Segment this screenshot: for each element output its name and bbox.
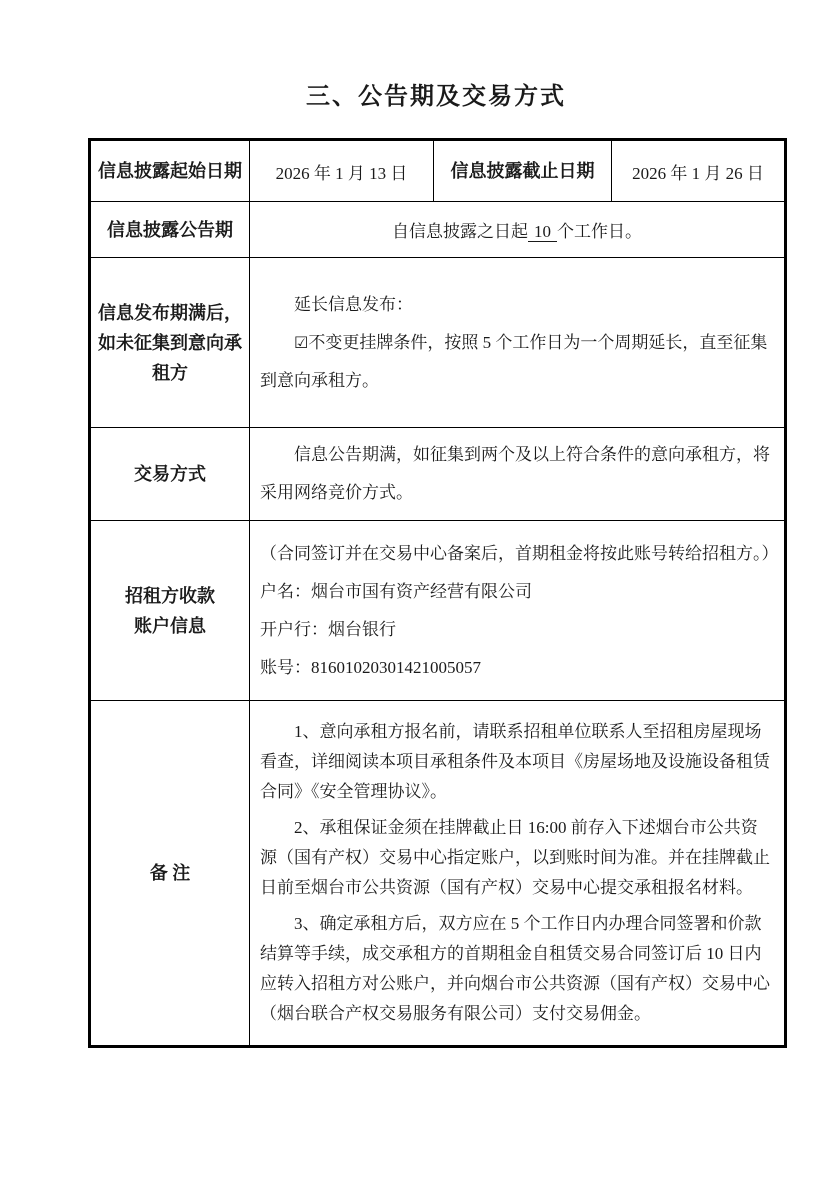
announcement-period-suffix: 个工作日。 — [557, 222, 642, 241]
disclosure-start-label: 信息披露起始日期 — [90, 140, 250, 202]
announcement-period-days: 10 — [528, 222, 557, 242]
extension-label-line: 如未征集到意向承 — [98, 332, 242, 353]
remarks-content — [250, 701, 786, 1047]
payee-account-content — [250, 521, 786, 701]
payee-account-name: 户名：烟台市国有资产经营有限公司 — [260, 581, 532, 601]
announcement-period-label: 信息披露公告期 — [90, 202, 250, 258]
payee-account-note: （合同签订并在交易中心备案后，首期租金将按此账号转给招租方。） — [260, 543, 779, 563]
payee-account-number: 账号：81601020301421005057 — [260, 657, 481, 677]
announcement-period-prefix: 自信息披露之日起 — [392, 222, 528, 241]
remarks-paragraph: 2、承租保证金须在挂牌截止日 16:00 前存入下述烟台市公共资源（国有产权）交易中心指定账户，以到账时间为准。并在挂牌截止日前至烟台市公共资源（国有产权）交易中心提交承租报名材料。 — [260, 818, 770, 897]
trade-method-text: 信息公告期满，如征集到两个及以上符合条件的意向承租方，将采用网络竞价方式。 — [260, 445, 770, 502]
row-remarks — [90, 701, 786, 1047]
row-announcement-period — [90, 202, 786, 258]
row-payee-account — [90, 521, 786, 701]
trade-method-label: 交易方式 — [90, 428, 250, 521]
extension-content — [250, 258, 786, 428]
disclosure-start-value: 2026 年 1 月 13 日 — [250, 140, 434, 202]
page-title: 三、公告期及交易方式 — [306, 84, 566, 110]
row-disclosure-dates — [90, 140, 786, 202]
disclosure-end-label: 信息披露截止日期 — [434, 140, 612, 202]
payee-account-label-line: 账户信息 — [134, 615, 206, 636]
document-page — [88, 82, 784, 1048]
extension-label — [90, 258, 250, 428]
payee-account-bank: 开户行：烟台银行 — [260, 619, 396, 639]
announcement-period-value — [250, 202, 786, 258]
trade-method-content — [250, 428, 786, 521]
remarks-paragraph: 3、确定承租方后，双方应在 5 个工作日内办理合同签署和价款结算等手续，成交承租方的首期租金自租赁交易合同签订后 10 日内应转入招租方对公账户，并向烟台市公共资源（国有产权）交易中心（烟台联合产权交易服务有限公司）支付交易佣金。 — [260, 914, 770, 1023]
row-extension-policy — [90, 258, 786, 428]
extension-label-line: 信息发布期满后， — [98, 302, 242, 323]
disclosure-end-value: 2026 年 1 月 26 日 — [612, 140, 786, 202]
extension-label-line: 租方 — [152, 362, 188, 383]
extension-intro: 延长信息发布： — [294, 294, 413, 314]
payee-account-label — [90, 521, 250, 701]
remarks-label: 备 注 — [90, 701, 250, 1047]
extension-option-text: 不变更挂牌条件，按照 5 个工作日为一个周期延长，直至征集到意向承租方。 — [260, 332, 768, 390]
payee-account-label-line: 招租方收款 — [125, 585, 215, 606]
extension-option — [260, 324, 772, 400]
row-trade-method — [90, 428, 786, 521]
checked-checkbox-icon: ☑ — [294, 332, 309, 352]
remarks-paragraph: 1、意向承租方报名前，请联系招租单位联系人至招租房屋现场看查，详细阅读本项目承租条件及本项目《房屋场地及设施设备租赁合同》《安全管理协议》。 — [260, 722, 770, 801]
announcement-table — [88, 138, 787, 1048]
